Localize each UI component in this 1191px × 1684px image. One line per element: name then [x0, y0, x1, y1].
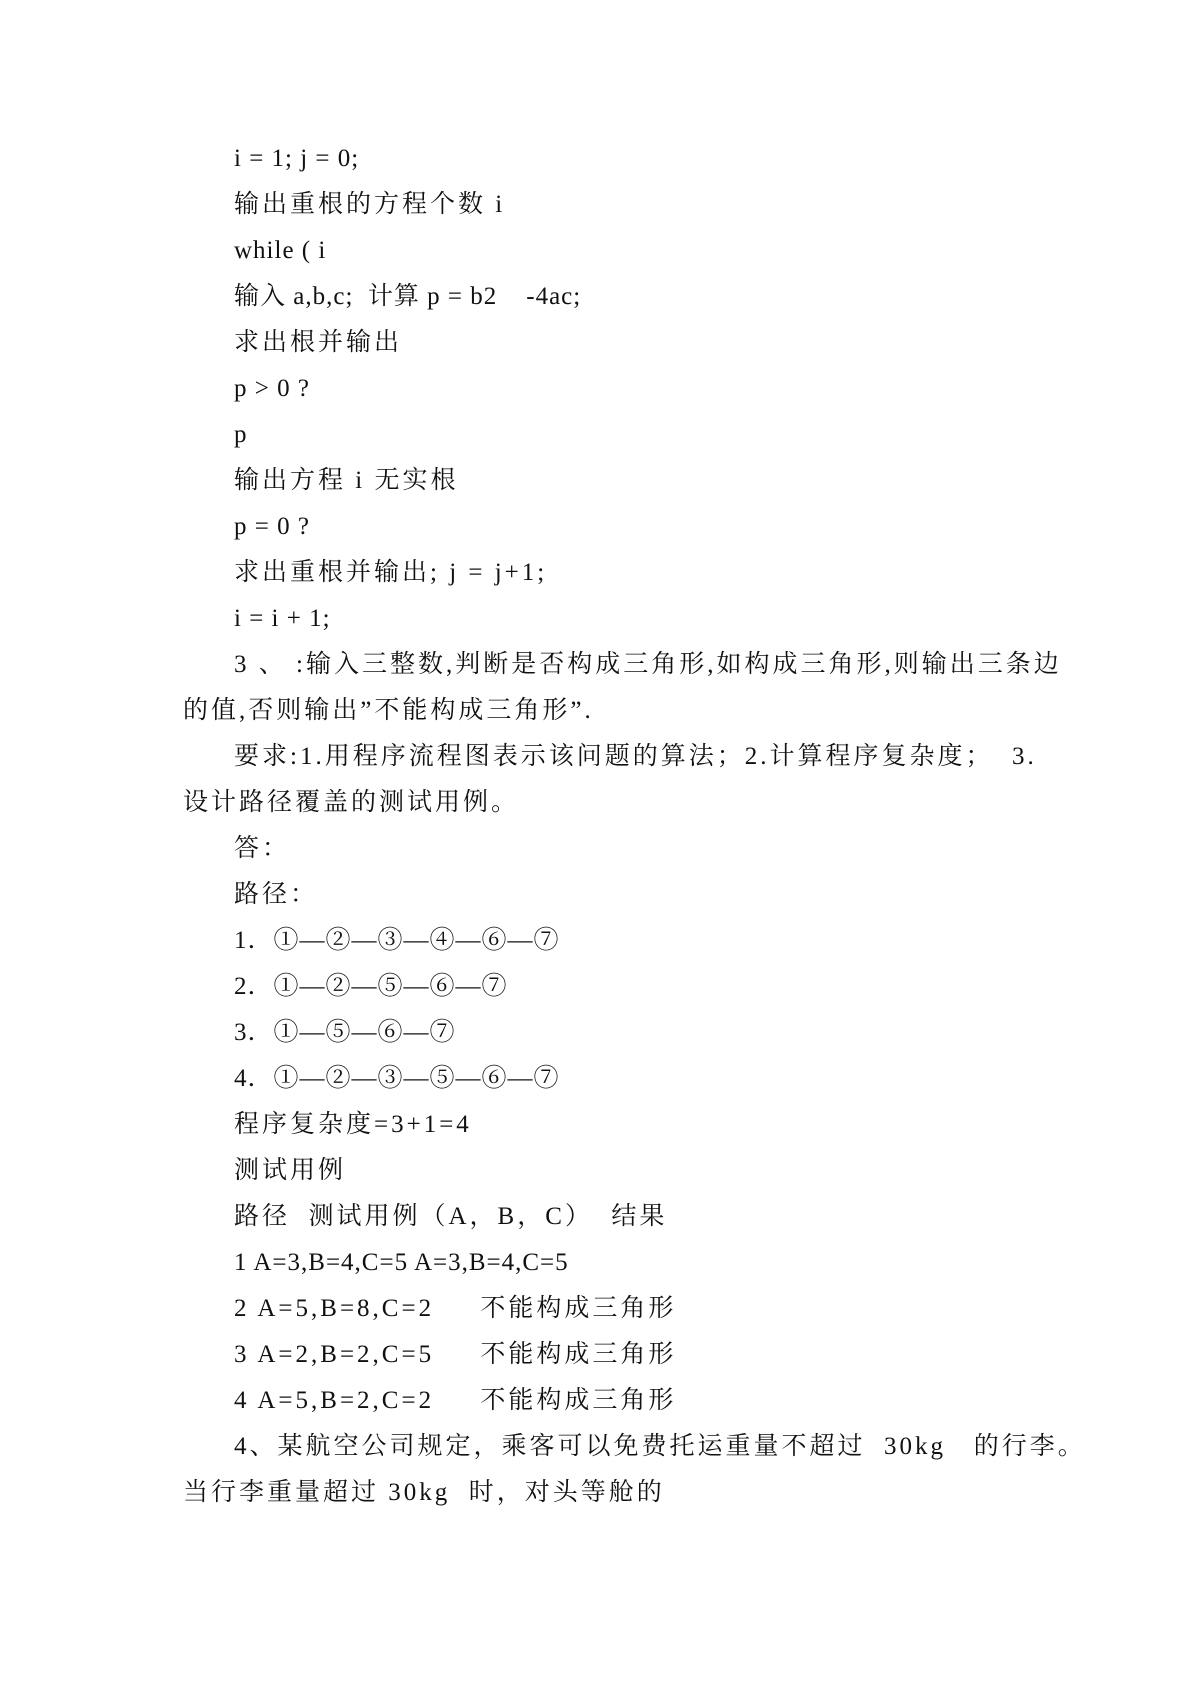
code-line-no-real-root: 输出方程 i 无实根: [234, 467, 459, 494]
paths-label: 路径：: [234, 881, 319, 908]
path-4: 4．①—②—③—⑤—⑥—⑦: [234, 1065, 560, 1092]
path-3: 3．①—⑤—⑥—⑦: [234, 1019, 456, 1046]
requirements-line-2: 设计路径覆盖的测试用例。: [183, 789, 520, 816]
code-line-p-positive: p > 0 ?: [234, 375, 310, 402]
test-cases-label: 测试用例: [234, 1157, 347, 1184]
code-line-while: while ( i: [234, 237, 327, 264]
code-line-p-zero: p = 0 ?: [234, 513, 310, 540]
path-2: 2．①—②—⑤—⑥—⑦: [234, 973, 508, 1000]
question-3-line-1: 3 、 :输入三整数,判断是否构成三角形,如构成三角形,则输出三条边: [234, 651, 1062, 678]
code-line-p: p: [234, 421, 248, 448]
code-line-find-roots: 求出根并输出: [234, 329, 403, 356]
requirements-line-1: 要求:1.用程序流程图表示该问题的算法；2.计算程序复杂度； 3.: [234, 743, 1037, 770]
code-line-output-count: 输出重根的方程个数 i: [234, 191, 506, 218]
test-row-2: 2 A=5,B=8,C=2 不能构成三角形: [234, 1295, 677, 1322]
test-table-header: 路径 测试用例（A，B，C） 结果: [234, 1203, 668, 1230]
path-1: 1．①—②—③—④—⑥—⑦: [234, 927, 560, 954]
test-row-4: 4 A=5,B=2,C=2 不能构成三角形: [234, 1387, 677, 1414]
complexity-line: 程序复杂度=3+1=4: [234, 1111, 472, 1138]
test-row-1: 1 A=3,B=4,C=5 A=3,B=4,C=5: [234, 1249, 569, 1276]
code-line-init: i = 1; j = 0;: [234, 145, 360, 172]
question-4-line-1: 4、某航空公司规定，乘客可以免费托运重量不超过 30kg 的行李。: [234, 1433, 1086, 1460]
code-line-input: 输入 a,b,c; 计算 p = b2 -4ac;: [234, 283, 582, 310]
answer-label: 答：: [234, 835, 291, 862]
question-4-line-2: 当行李重量超过 30kg 时，对头等舱的: [183, 1479, 665, 1506]
question-3-line-2: 的值,否则输出”不能构成三角形”.: [183, 697, 594, 724]
test-row-3: 3 A=2,B=2,C=5 不能构成三角形: [234, 1341, 677, 1368]
code-line-double-root: 求出重根并输出; j = j+1;: [234, 559, 548, 586]
code-line-increment: i = i + 1;: [234, 605, 331, 632]
